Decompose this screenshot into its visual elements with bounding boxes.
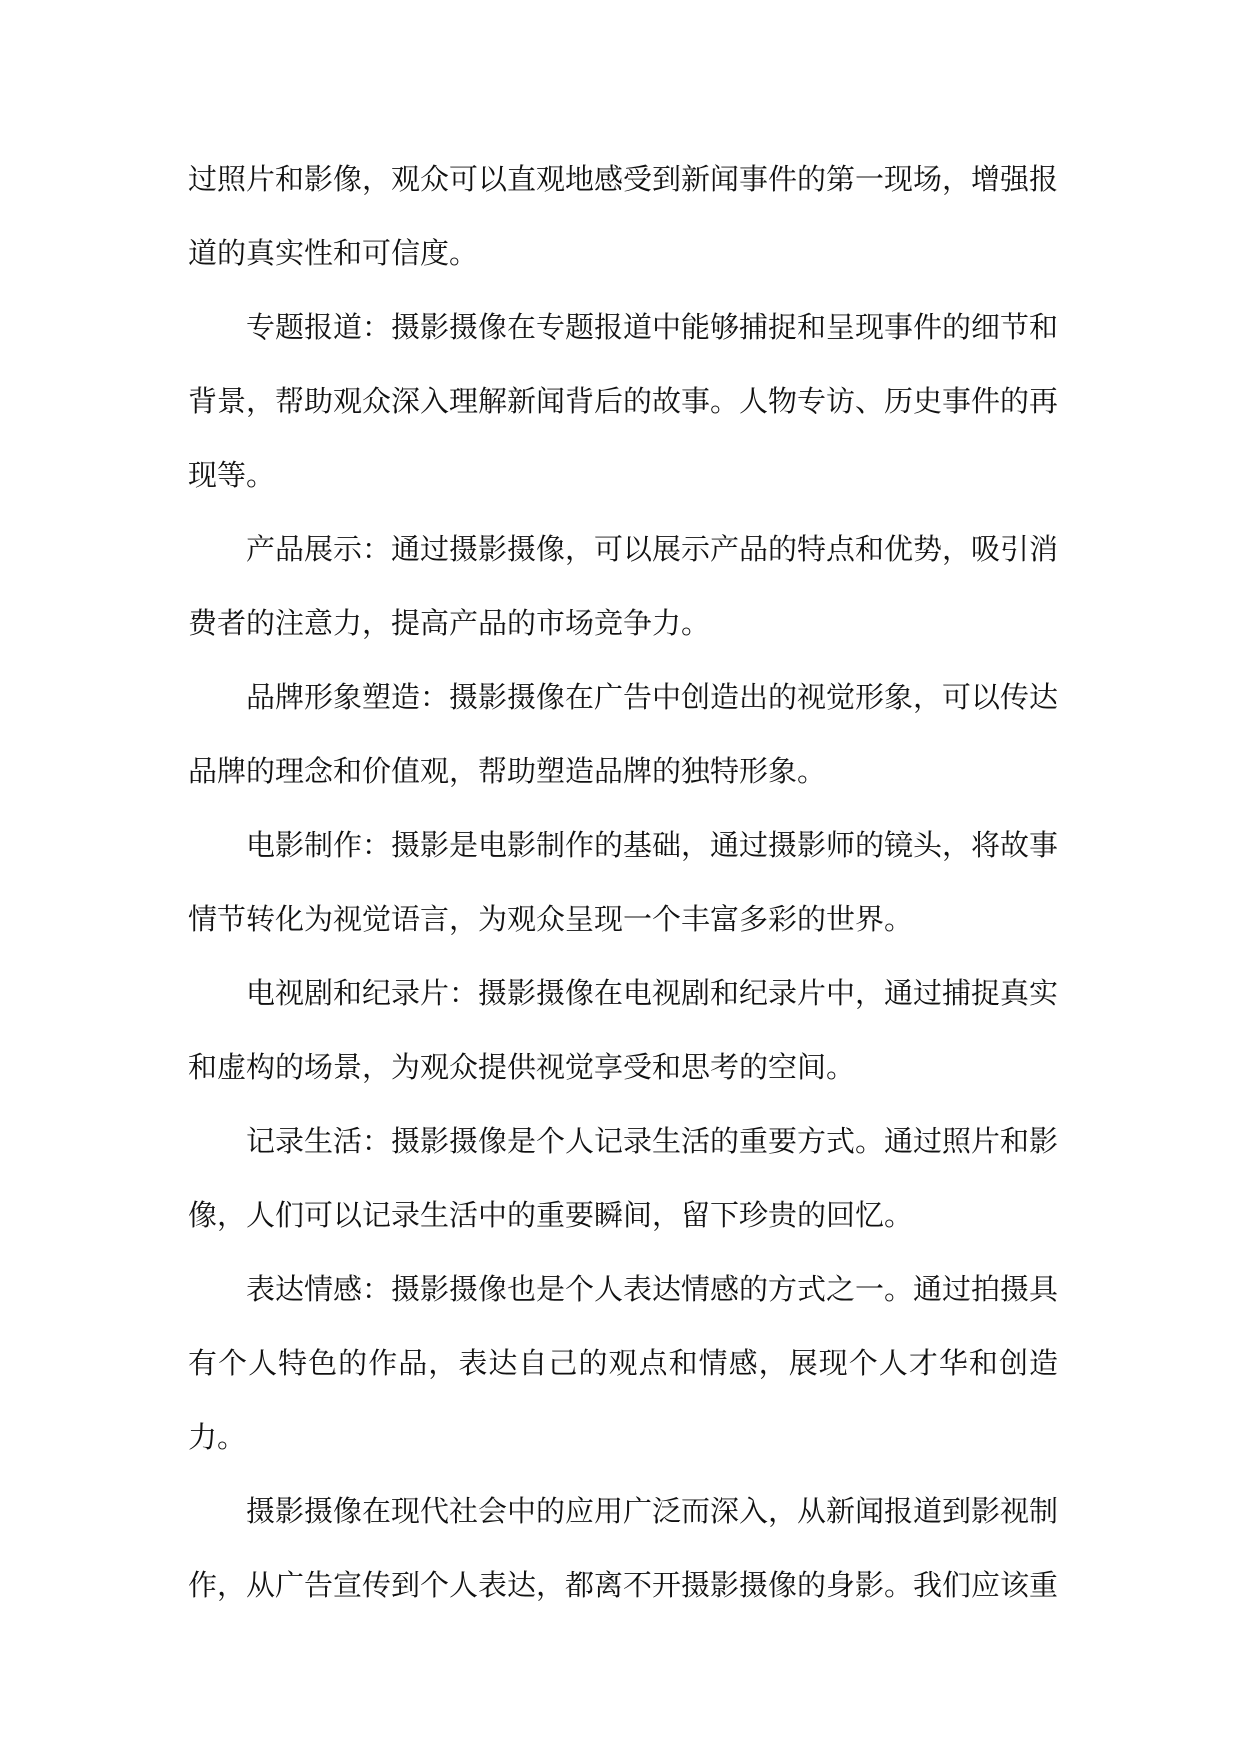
body-text <box>188 142 1058 1622</box>
paragraph-film-production: 电影制作：摄影是电影制作的基础，通过摄影师的镜头，将故事情节转化为视觉语言，为观众呈现一个丰富多彩的世界。 <box>188 828 1059 936</box>
paragraph-continuation: 过照片和影像，观众可以直观地感受到新闻事件的第一现场，增强报道的真实性和可信度。 <box>188 162 1059 270</box>
paragraph-express-emotion: 表达情感：摄影摄像也是个人表达情感的方式之一。通过拍摄具有个人特色的作品，表达自己的观点和情感，展现个人才华和创造力。 <box>188 1272 1059 1454</box>
paragraph-product-display: 产品展示：通过摄影摄像，可以展示产品的特点和优势，吸引消费者的注意力，提高产品的市场竞争力。 <box>188 532 1059 640</box>
paragraph-summary: 摄影摄像在现代社会中的应用广泛而深入，从新闻报道到影视制作，从广告宣传到个人表达，都离不开摄影摄像的身影。我们应该重 <box>188 1494 1059 1602</box>
paragraph-tv-documentary: 电视剧和纪录片：摄影摄像在电视剧和纪录片中，通过捕捉真实和虚构的场景，为观众提供视觉享受和思考的空间。 <box>188 976 1059 1084</box>
paragraph-record-life: 记录生活：摄影摄像是个人记录生活的重要方式。通过照片和影像，人们可以记录生活中的重要瞬间，留下珍贵的回忆。 <box>188 1124 1059 1232</box>
paragraph-brand-image: 品牌形象塑造：摄影摄像在广告中创造出的视觉形象，可以传达品牌的理念和价值观，帮助塑造品牌的独特形象。 <box>188 680 1059 788</box>
paragraph-feature-reports: 专题报道：摄影摄像在专题报道中能够捕捉和呈现事件的细节和背景，帮助观众深入理解新闻背后的故事。人物专访、历史事件的再现等。 <box>188 310 1059 492</box>
